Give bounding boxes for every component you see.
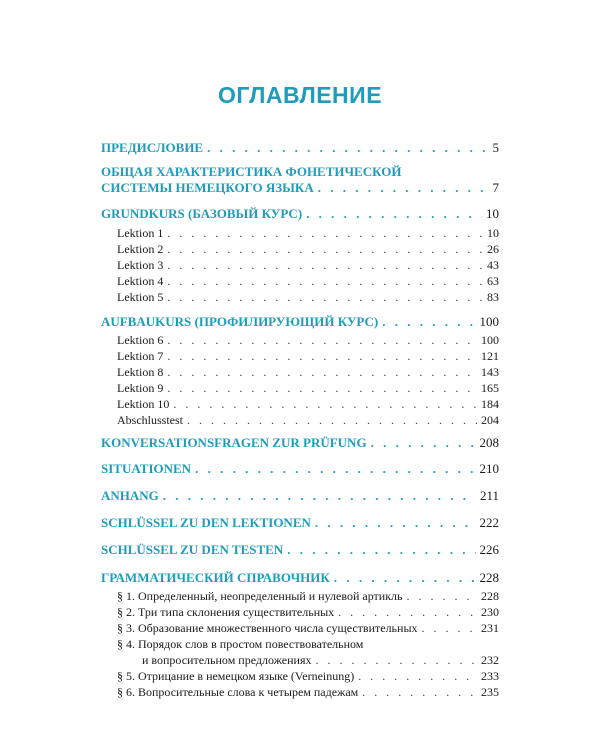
toc-entry-aufbaukurs[interactable] <box>101 314 499 330</box>
toc-subentry-lektion-2[interactable] <box>117 242 499 257</box>
dot-leader <box>167 349 477 364</box>
toc-entry-schluessel-lektionen[interactable] <box>101 515 499 531</box>
toc-entry-label: ГРАММАТИЧЕСКИЙ СПРАВОЧНИК <box>101 570 330 585</box>
toc-entry-label: Lektion 9 <box>117 381 164 395</box>
toc-entry-label: и вопросительном предложениях <box>142 653 312 667</box>
toc-entry-page: 10 <box>486 206 499 221</box>
toc-entry-page: 121 <box>481 349 499 363</box>
dot-leader <box>315 515 476 531</box>
dot-leader <box>167 333 477 348</box>
toc-entry-phonetics[interactable] <box>101 180 499 196</box>
toc-entry-label: SCHLÜSSEL ZU DEN LEKTIONEN <box>101 515 311 530</box>
toc-subentry-grammar-4-line1[interactable]: § 4. Порядок слов в простом повествовательном <box>117 637 364 651</box>
toc-subentry-lektion-9[interactable] <box>117 381 499 396</box>
dot-leader <box>163 488 476 504</box>
toc-entry-label: SITUATIONEN <box>101 461 192 476</box>
dot-leader <box>167 290 483 305</box>
toc-entry-label: AUFBAUKURS (ПРОФИЛИРУЮЩИЙ КУРС) <box>101 314 379 329</box>
dot-leader <box>287 542 475 558</box>
toc-subentry-lektion-5[interactable] <box>117 290 499 305</box>
toc-entry-page: 231 <box>481 621 499 635</box>
toc-entry-page: 165 <box>481 381 499 395</box>
dot-leader <box>422 621 477 636</box>
toc-entry-page: 7 <box>492 180 499 195</box>
toc-entry-label: Lektion 8 <box>117 365 164 379</box>
toc-entry-page: 83 <box>487 290 499 304</box>
toc-entry-label: § 6. Вопросительные слова к четырем падежам <box>117 685 359 699</box>
toc-entry-page: 222 <box>479 515 499 530</box>
toc-entry-label: Lektion 7 <box>117 349 164 363</box>
toc-entry-page: 208 <box>479 435 499 450</box>
toc-entry-label: § 1. Определенный, неопределенный и нулевой артикль <box>117 589 403 603</box>
toc-entry-label: Lektion 1 <box>117 226 164 240</box>
toc-entry-grundkurs[interactable] <box>101 206 499 222</box>
toc-entry-page: 230 <box>481 605 499 619</box>
toc-entry-page: 5 <box>492 140 499 155</box>
dot-leader <box>207 140 488 156</box>
toc-subentry-lektion-3[interactable] <box>117 258 499 273</box>
toc-entry-label: SCHLÜSSEL ZU DEN TESTEN <box>101 542 284 557</box>
dot-leader <box>362 685 477 700</box>
toc-entry-page: 235 <box>481 685 499 699</box>
dot-leader <box>407 589 477 604</box>
toc-entry-page: 43 <box>487 258 499 272</box>
dot-leader <box>167 258 483 273</box>
toc-entry-label: Abschlusstest <box>117 413 183 427</box>
dot-leader <box>316 653 478 668</box>
toc-entry-page: 233 <box>481 669 499 683</box>
toc-subentry-lektion-6[interactable] <box>117 333 499 348</box>
toc-entry-situationen[interactable] <box>101 461 499 477</box>
toc-entry-phonetics-line1[interactable]: ОБЩАЯ ХАРАКТЕРИСТИКА ФОНЕТИЧЕСКОЙ <box>101 164 402 179</box>
toc-subentry-grammar-6[interactable] <box>117 685 499 700</box>
toc-entry-page: 100 <box>479 314 499 329</box>
toc-entry-page: 184 <box>481 397 499 411</box>
toc-entry-label: § 5. Отрицание в немецком языке (Verneinung) <box>117 669 355 683</box>
toc-subentry-abschlusstest[interactable] <box>117 413 499 428</box>
toc-entry-page: 211 <box>479 488 499 503</box>
dot-leader <box>306 206 482 222</box>
dot-leader <box>167 226 483 241</box>
toc-entry-page: 226 <box>479 542 499 557</box>
toc-entry-grammar[interactable] <box>101 570 499 586</box>
toc-entry-page: 10 <box>487 226 499 240</box>
toc-entry-konversation[interactable] <box>101 435 499 451</box>
toc-entry-page: 228 <box>479 570 499 585</box>
toc-subentry-lektion-7[interactable] <box>117 349 499 364</box>
toc-entry-label: KONVERSATIONSFRAGEN ZUR PRÜFUNG <box>101 435 367 450</box>
toc-subentry-lektion-8[interactable] <box>117 365 499 380</box>
toc-entry-label: GRUNDKURS (БАЗОВЫЙ КУРС) <box>101 206 303 221</box>
toc-entry-page: 26 <box>487 242 499 256</box>
toc-entry-page: 228 <box>481 589 499 603</box>
dot-leader <box>173 397 477 412</box>
toc-entry-label: Lektion 10 <box>117 397 170 411</box>
toc-entry-label: Lektion 3 <box>117 258 164 272</box>
toc-entry-label: Lektion 5 <box>117 290 164 304</box>
dot-leader <box>167 274 483 289</box>
dot-leader <box>382 314 475 330</box>
page-title: ОГЛАВЛЕНИЕ <box>217 82 383 108</box>
toc-entry-page: 100 <box>481 333 499 347</box>
toc-entry-page: 63 <box>487 274 499 288</box>
dot-leader <box>358 669 477 684</box>
toc-subentry-grammar-2[interactable] <box>117 605 499 620</box>
toc-entry-schluessel-testen[interactable] <box>101 542 499 558</box>
toc-entry-page: 143 <box>481 365 499 379</box>
toc-subentry-lektion-4[interactable] <box>117 274 499 289</box>
toc-entry-label: ПРЕДИСЛОВИЕ <box>101 140 204 155</box>
toc-entry-label: Lektion 6 <box>117 333 164 347</box>
toc-entry-label: ANHANG <box>101 488 159 503</box>
toc-entry-anhang[interactable] <box>101 488 499 504</box>
toc-entry-label: § 3. Образование множественного числа существительных <box>117 621 418 635</box>
toc-subentry-lektion-10[interactable] <box>117 397 499 412</box>
dot-leader <box>371 435 476 451</box>
toc-entry-label: СИСТЕМЫ НЕМЕЦКОГО ЯЗЫКА <box>101 180 314 195</box>
dot-leader <box>167 381 477 396</box>
dot-leader <box>167 242 483 257</box>
toc-subentry-grammar-3[interactable] <box>117 621 499 636</box>
dot-leader <box>334 570 476 586</box>
toc-entry-page: 204 <box>481 413 499 427</box>
toc-subentry-grammar-4[interactable] <box>142 653 499 668</box>
toc-subentry-grammar-1[interactable] <box>117 589 499 604</box>
toc-entry-page: 232 <box>481 653 499 667</box>
dot-leader <box>167 365 477 380</box>
dot-leader <box>187 413 477 428</box>
toc-subentry-grammar-5[interactable] <box>117 669 499 684</box>
toc-entry-preface[interactable] <box>101 140 499 156</box>
dot-leader <box>338 605 477 620</box>
toc-entry-page: 210 <box>479 461 499 476</box>
toc-entry-label: Lektion 4 <box>117 274 164 288</box>
toc-subentry-lektion-1[interactable] <box>117 226 499 241</box>
dot-leader <box>195 461 475 477</box>
toc-entry-label: Lektion 2 <box>117 242 164 256</box>
dot-leader <box>318 180 489 196</box>
toc-entry-label: § 2. Три типа склонения существительных <box>117 605 335 619</box>
